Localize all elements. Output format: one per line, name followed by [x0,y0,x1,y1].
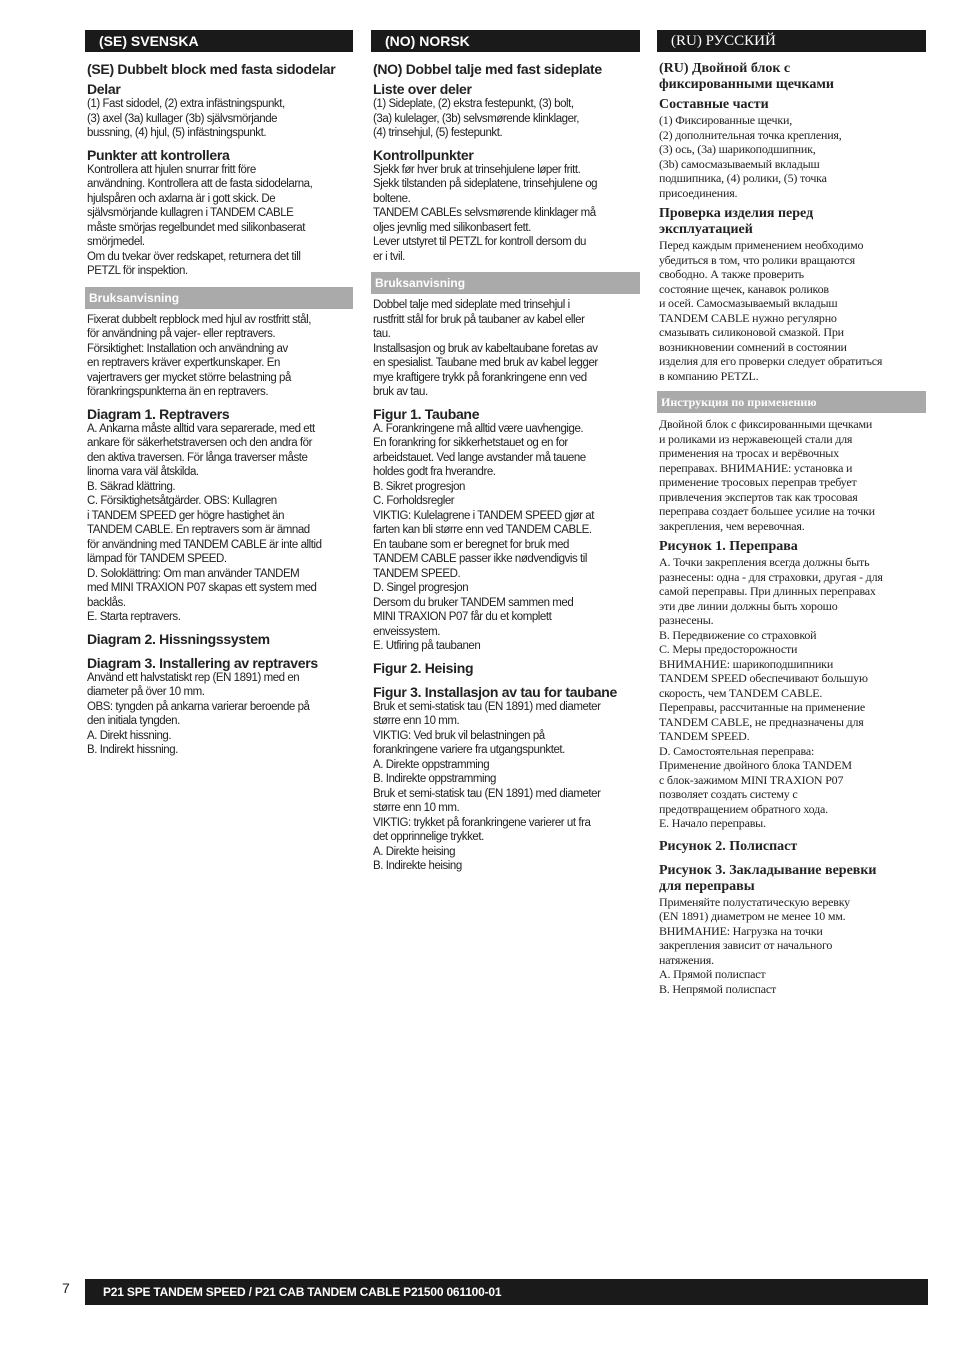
section-header-se: (SE) SVENSKA [85,30,353,52]
figure3-text-no: Bruk et semi-statisk tau (EN 1891) med diameter større enn 10 mm. VIKTIG: Ved bruk vil belastningen på forankringene variere fra utgangspunktet. A. Direkte oppstramming B. Indirekte oppstramming Bruk et semi-statisk tau (EN 1891) med diameter større enn 10 mm. VIKTIG: trykket på forankringene varierer ut fra det opprinnelige trykket. A. Direkte heising B. Indirekte heising [373,700,601,872]
column-svenska [85,30,353,758]
column-russian [657,30,926,996]
parts-heading-no: Liste over deler [373,81,472,97]
section-header-no: (NO) NORSK [371,30,640,52]
parts-text-ru: (1) Фиксированные щечки, (2) дополнительная точка крепления, (3) ось, (3а) шарикоподшипник, (3b) самосмазываемый вкладыш подшипника, (4) ролики, (5) точка присоединения. [659,113,842,200]
check-heading-ru: Проверка изделия перед эксплуатацией [659,206,814,237]
usage-text-ru: Двойной блок с фиксированными щечками и роликами из нержавеющей стали для применения на тросах и верёвочных переправах. ВНИМАНИЕ: установка и применение тросовых переправ требует привлечения экспертов так как тросовая переправа создает большее усилие на точки закрепления, чем веревочная. [659,417,875,533]
title-no: (NO) Dobbel talje med fast sideplate [373,61,602,77]
figure1-text-ru: А. Точки закрепления всегда должны быть разнесены: одна - для страховки, другая - для самой переправы. При длинных переправах эти две линии должны быть хорошо разнесены. B. Передвижение со страховкой C. Меры предосторожности ВНИМАНИЕ: шарикоподшипники TANDEM SPEED обеспечивают большую скорость, чем TANDEM CABLE. Переправы, рассчитанные на применение TANDEM CABLE, не предназначены для TANDEM SPEED. D. Самостоятельная переправа: Применение двойного блока TANDEM с блок-зажимом MINI TRAXION P07 позволяет создать систему с предотвращением обратного хода. E. Начало переправы. [659,555,883,830]
footer-bar: P21 SPE TANDEM SPEED / P21 CAB TANDEM CABLE P21500 061100-01 [85,1279,928,1305]
check-heading-se: Punkter att kontrollera [87,146,230,163]
check-text-ru: Перед каждым применением необходимо убедиться в том, что ролики вращаются свободно. А также проверить состояние щечек, канавок роликов и осей. Самосмазываемый вкладыш TANDEM CABLE нужно регулярно смазывать силиконовой смазкой. При возникновении сомнений в состоянии изделия для его проверки следует обратиться в компанию PETZL. [659,238,883,383]
usage-bar-no: Bruksanvisning [371,272,640,294]
figure2-heading-ru: Рисунок 2. Полиспаст [659,838,798,854]
diagram3-text-se: Använd ett halvstatiskt rep (EN 1891) med en diameter på över 10 mm. OBS: tyngden på ankarna varierar beroende på den initiala tyngden. A. Direkt hissning. B. Indirekt hissning. [87,671,310,756]
usage-bar-se: Bruksanvisning [85,287,353,309]
usage-bar-ru: Инструкция по применению [657,391,926,413]
figure1-text-no: A. Forankringene må alltid være uavhengige. En forankring for sikkerhetstauet og en for arbeidstauet. Ved lange avstander må tauene holdes godt fra hverandre. B. Sikret progresjon C. Forholdsregler VIKTIG: Kulelagrene i TANDEM SPEED gjør at farten kan bli større enn ved TANDEM CABLE. En taubane som er beregnet for bruk med TANDEM CABLE passer ikke nødvendigvis til TANDEM SPEED. D. Singel progresjon Dersom du bruker TANDEM sammen med MINI TRAXION P07 får du et komplett enveissystem. E. Utfiring på taubanen [373,422,594,652]
figure3-heading-no: Figur 3. Installasjon av tau for taubane [373,683,617,700]
figure3-heading-ru: Рисунок 3. Закладывание веревки для переправы [659,862,877,894]
figure1-heading-ru: Рисунок 1. Переправа [659,539,798,554]
title-ru: (RU) Двойной блок с фиксированными щечками [659,61,834,92]
usage-text-no: Dobbel talje med sideplate med trinsehjul i rustfritt stål for bruk på taubaner av kabel eller tau. Installsasjon og bruk av kabeltaubane foretas av en spesialist. Taubane med bruk av kabel legger mye kraftigere trykk på forankringene enn ved bruk av tau. [373,299,598,398]
diagram1-text-se: A. Ankarna måste alltid vara separerade, med ett ankare för säkerhetstraversen och den andra för den aktiva traversen. För långa traverser måste linorna vara väl åtskilda. B. Säkrad klättring. C. Försiktighetsåtgärder. OBS: Kullagren i TANDEM SPEED ger högre hastighet än TANDEM CABLE. En reptravers som är ämnad för användning med TANDEM CABLE är inte alltid lämpad för TANDEM SPEED. D. Soloklättring: Om man använder TANDEM med MINI TRAXION P07 skapas ett system med backlås. E. Starta reptravers. [87,422,322,623]
figure3-text-ru: Применяйте полустатическую веревку (EN 1891) диаметром не менее 10 мм. ВНИМАНИЕ: Нагрузка на точки закрепления зависит от начального натяжения. A. Прямой полиспаст B. Непрямой полиспаст [659,894,850,996]
page-number: 7 [62,1280,70,1296]
diagram3-heading-se: Diagram 3. Installering av reptravers [87,654,318,671]
figure1-heading-no: Figur 1. Taubane [373,405,480,422]
column-norsk [371,30,640,874]
check-text-se: Kontrollera att hjulen snurrar fritt före användning. Kontrollera att de fasta sidodelarna, hjulspåren och axlarna är i gott skick. De självsmörjande kullagren i TANDEM CABLE måste smörjas regelbundet med silikonbaserat smörjmedel. Om du tvekar över redskapet, returnera det till PETZL för inspektion. [87,163,313,277]
check-text-no: Sjekk før hver bruk at trinsehjulene løper fritt. Sjekk tilstanden på sideplatene, trinsehjulene og boltene. TANDEM CABLEs selvsmørende klinklager må oljes jevnlig med silikonbasert fett. Lever utstyret til PETZL for kontroll dersom du er i tvil. [373,163,598,263]
check-heading-no: Kontrollpunkter [373,146,474,163]
parts-heading-se: Delar [87,81,121,97]
title-se: (SE) Dubbelt block med fasta sidodelar [87,61,336,77]
parts-text-no: (1) Sideplate, (2) ekstra festepunkt, (3) bolt, (3a) kulelager, (3b) selvsmørende klinklager, (4) trinsehjul, (5) festepunkt. [373,98,580,139]
diagram1-heading-se: Diagram 1. Reptravers [87,405,230,422]
parts-text-se: (1) Fast sidodel, (2) extra infästningspunkt, (3) axel (3a) kullager (3b) självsmörjande bussning, (4) hjul, (5) infästningspunkt. [87,98,285,139]
usage-text-se: Fixerat dubbelt repblock med hjul av rostfritt stål, för användning på vajer- eller reptravers. Försiktighet: Installation och användning av en reptravers kräver expertkunskaper. En vajertravers ger mycket större belastning på förankringspunkterna än en reptravers. [87,313,311,398]
parts-heading-ru: Составные части [659,97,769,112]
figure2-heading-no: Figur 2. Heising [373,659,474,676]
diagram2-heading-se: Diagram 2. Hissningssystem [87,630,270,647]
section-header-ru: (RU) РУССКИЙ [657,30,926,52]
